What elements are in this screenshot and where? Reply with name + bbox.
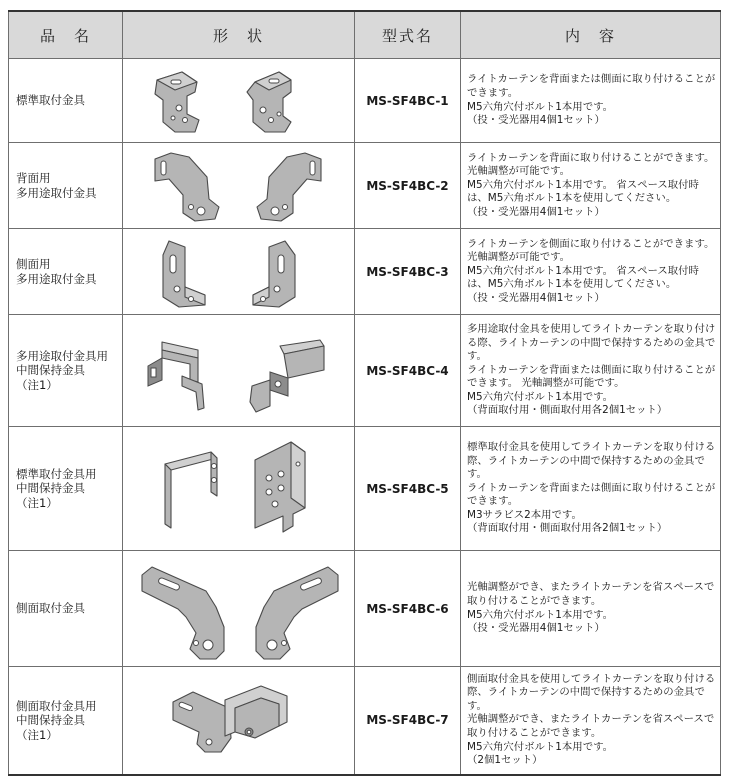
row-product-name: 標準取付金具 — [16, 93, 85, 108]
header-product-name: 品 名 — [9, 11, 123, 59]
row-product-name: 標準取付金具用 中間保持金具 （注1） — [16, 466, 97, 510]
table-row — [9, 229, 721, 315]
row-description: ライトカーテンを側面に取り付けることができます。 光軸調整が可能です。 M5六角穴付ボルト1本用です。 省スペース取付時は、M5六角ボルト1本を使用してください。 （投・受光器用4個1セット） — [467, 237, 715, 304]
side-intermediate-bracket-image — [139, 674, 339, 766]
side-multipurpose-bracket-image — [139, 233, 339, 311]
row-description: 側面取付金具を使用してライトカーテンを取り付ける際、ライトカーテンの中間で保持するための金具です。 光軸調整ができ、またライトカーテンを省スペースで取り付けることができます。 M5六角穴付ボルト1本用です。 （2個1セット） — [467, 672, 716, 767]
row-product-name: 多用途取付金具用 中間保持金具 （注1） — [16, 348, 108, 392]
standard-bracket-image — [139, 66, 339, 136]
row-product-name: 側面取付金具 — [16, 601, 85, 616]
row-model: MS-SF4BC-5 — [355, 427, 461, 551]
header-content: 内 容 — [461, 11, 721, 59]
rear-multipurpose-bracket-image — [139, 147, 339, 225]
table-row — [9, 59, 721, 143]
header-model: 型式名 — [355, 11, 461, 59]
row-product-name: 背面用 多用途取付金具 — [16, 171, 97, 200]
row-description: ライトカーテンを背面に取り付けることができます。 光軸調整が可能です。 M5六角穴付ボルト1本用です。 省スペース取付時は、M5六角ボルト1本を使用してください。 （投・受光器用4個1セット） — [467, 151, 715, 218]
table-row — [9, 143, 721, 229]
row-description: 標準取付金具を使用してライトカーテンを取り付ける際、ライトカーテンの中間で保持するための金具です。 ライトカーテンを背面または側面に取り付けることができます。 M3サラビス2本用です。 （背面取付用・側面取付用各2個1セット） — [467, 440, 716, 535]
header-shape: 形 状 — [123, 11, 355, 59]
table-row — [9, 551, 721, 667]
row-description: 多用途取付金具を使用してライトカーテンを取り付ける際、ライトカーテンの中間で保持するための金具です。 ライトカーテンを背面または側面に取り付けることができます。 光軸調整が可能です。 M5六角穴付ボルト1本用です。 （背面取付用・側面取付用各2個1セット） — [467, 322, 716, 417]
row-model: MS-SF4BC-3 — [355, 229, 461, 315]
table-row — [9, 667, 721, 775]
row-model: MS-SF4BC-2 — [355, 143, 461, 229]
spec-table-container — [8, 10, 720, 776]
table-row — [9, 427, 721, 551]
accessory-table — [8, 10, 721, 776]
row-description: 光軸調整ができ、またライトカーテンを省スペースで取り付けることができます。 M5六角穴付ボルト1本用です。 （投・受光器用4個1セット） — [467, 581, 715, 635]
row-model: MS-SF4BC-4 — [355, 315, 461, 427]
row-model: MS-SF4BC-1 — [355, 59, 461, 143]
row-product-name: 側面取付金具用 中間保持金具 （注1） — [16, 698, 97, 742]
header-row — [9, 11, 721, 59]
table-row — [9, 315, 721, 427]
row-product-name: 側面用 多用途取付金具 — [16, 257, 97, 286]
row-model: MS-SF4BC-6 — [355, 551, 461, 667]
standard-intermediate-bracket-image — [139, 434, 339, 544]
row-model: MS-SF4BC-7 — [355, 667, 461, 775]
multipurpose-intermediate-bracket-image — [134, 328, 344, 414]
side-bracket-image — [134, 557, 344, 661]
row-description: ライトカーテンを背面または側面に取り付けることができます。 M5六角穴付ボルト1本用です。 （投・受光器用4個1セット） — [467, 73, 716, 127]
